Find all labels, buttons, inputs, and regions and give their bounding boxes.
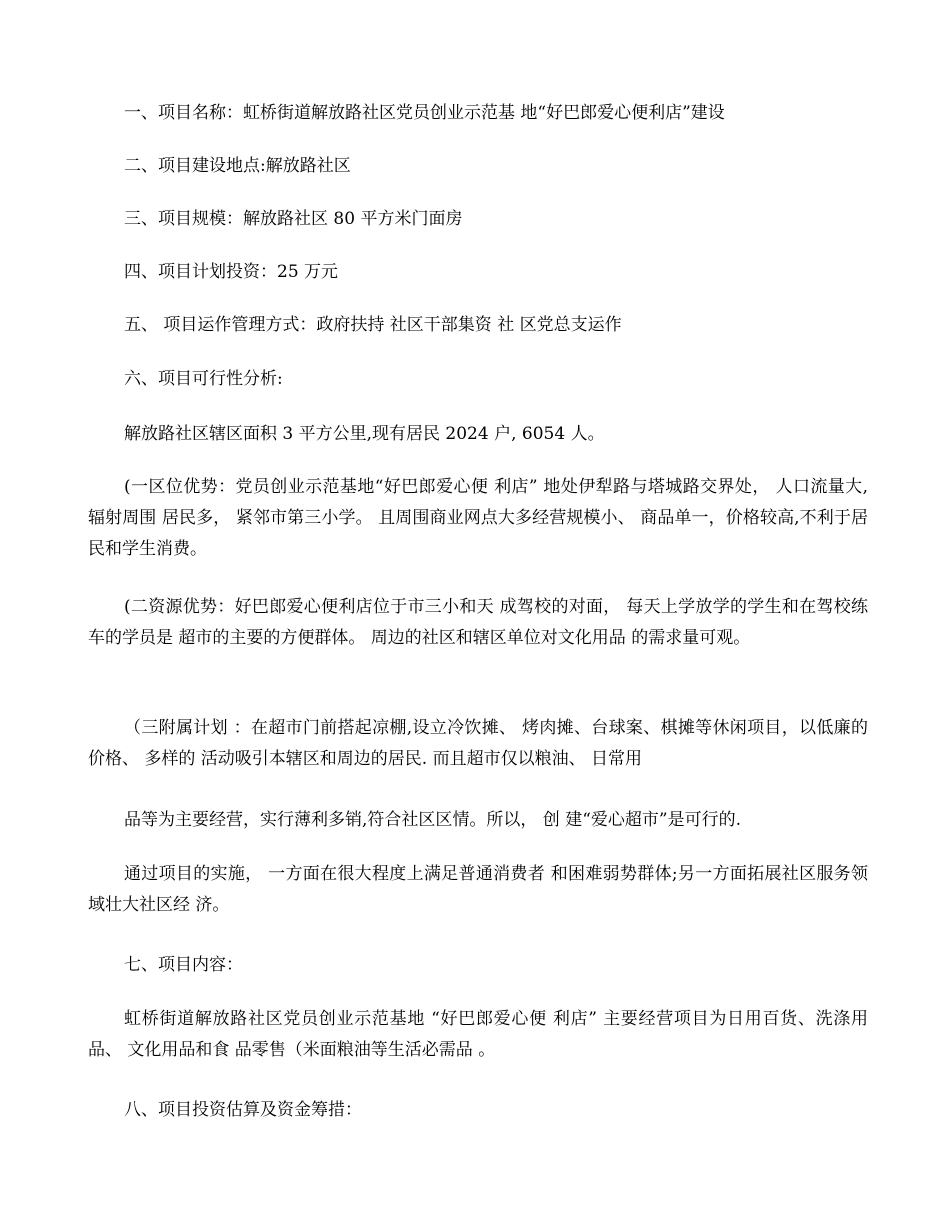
paragraph-community-area: 解放路社区辖区面积 3 平方公里,现有居民 2024 户, 6054 人。 bbox=[124, 424, 605, 444]
paragraph-implementation: 通过项目的实施， 一方面在很大程度上满足普通消费者 和困难弱势群体;另一方面拓展社区服务领域壮大社区经 济。 bbox=[88, 864, 868, 915]
paragraph-management-mode: 五、 项目运作管理方式：政府扶持 社区干部集资 社 区党总支运作 bbox=[124, 315, 622, 335]
paragraph-feasibility-heading: 六、项目可行性分析: bbox=[124, 369, 283, 389]
paragraph-project-investment: 四、项目计划投资：25 万元 bbox=[124, 262, 339, 282]
paragraph-project-scale: 三、项目规模：解放路社区 80 平方米门面房 bbox=[124, 209, 463, 229]
paragraph-investment-heading: 八、项目投资估算及资金筹措： bbox=[124, 1100, 362, 1120]
paragraph-project-location: 二、项目建设地点:解放路社区 bbox=[124, 156, 351, 176]
paragraph-attached-plan: （三附属计划 ：在超市门前搭起凉棚,设立冷饮摊、 烤肉摊、台球案、棋摊等休闲项目，以低廉的价格、 多样的 活动吸引本辖区和周边的居民. 而且超市仅以粮油、 日常用 bbox=[88, 718, 868, 769]
paragraph-location-advantage: (一区位优势：党员创业示范基地“好巴郎爱心便 利店” 地处伊犁路与塔城路交界处， 人口流量大, 辐射周围 居民多， 紧邻市第三小学。 且周围商业网点大多经营规模小、 商品单一，价格较高,不利于居民和学生消费。 bbox=[88, 477, 868, 559]
paragraph-project-name: 一、项目名称：虹桥街道解放路社区党员创业示范基 地“好巴郎爱心便利店”建设 bbox=[124, 103, 725, 123]
paragraph-resource-advantage: (二资源优势：好巴郎爱心便利店位于市三小和天 成驾校的对面， 每天上学放学的学生和在驾校练车的学员是 超市的主要的方便群体。 周边的社区和辖区单位对文化用品 的需求量可观。 bbox=[88, 597, 868, 648]
paragraph-content-heading: 七、项目内容： bbox=[124, 955, 243, 975]
paragraph-operation-note: 品等为主要经营，实行薄利多销,符合社区区情。所以， 创 建“爱心超市”是可行的. bbox=[124, 810, 741, 830]
paragraph-content-detail: 虹桥街道解放路社区党员创业示范基地 “好巴郎爱心便 利店” 主要经营项目为日用百货、洗涤用品、 文化用品和食 品零售（米面粮油等生活必需品 。 bbox=[88, 1009, 868, 1060]
